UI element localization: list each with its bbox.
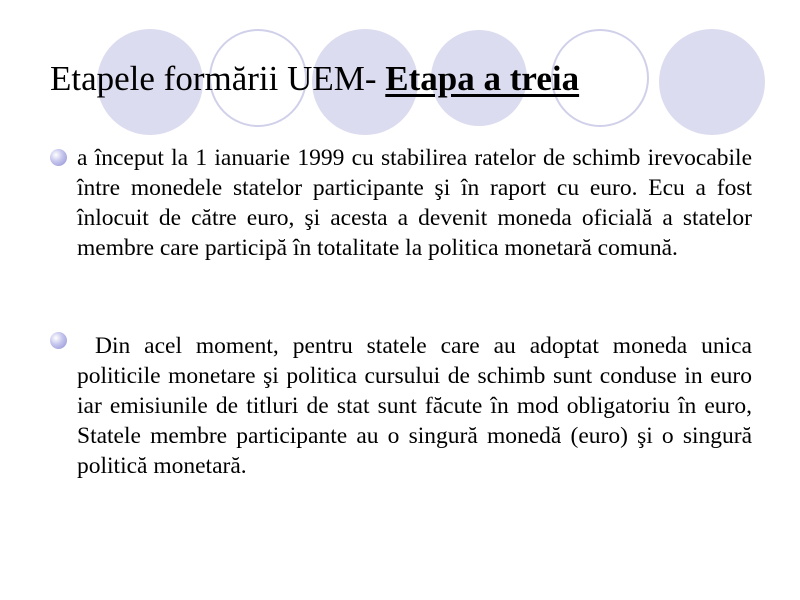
slide-title [50,55,770,103]
bullet-text-2: Din acel moment, pentru statele care au adoptat moneda unica politicile monetare şi politica cursului de schimb sunt conduse in euro iar emisiunile de titluri de stat sunt făcute în mod obligatoriu în euro, Statele membre participante au o singură monedă (euro) şi o singură politică monetară. [77,333,752,479]
bullet-icon [50,149,67,166]
title-emphasis-text: Etapa a treia [385,59,580,98]
bullet-text-1: a început la 1 ianuarie 1999 cu stabilirea ratelor de schimb irevocabile între monedele statelor participante şi în raport cu euro. Ecu a fost înlocuit de către euro, şi acesta a devenit moneda oficială a statelor membre care participă în totalitate la politica monetară comună. [77,145,752,261]
bullet-icon [50,332,67,349]
title-main-text: Etapele formării UEM- [50,59,386,98]
